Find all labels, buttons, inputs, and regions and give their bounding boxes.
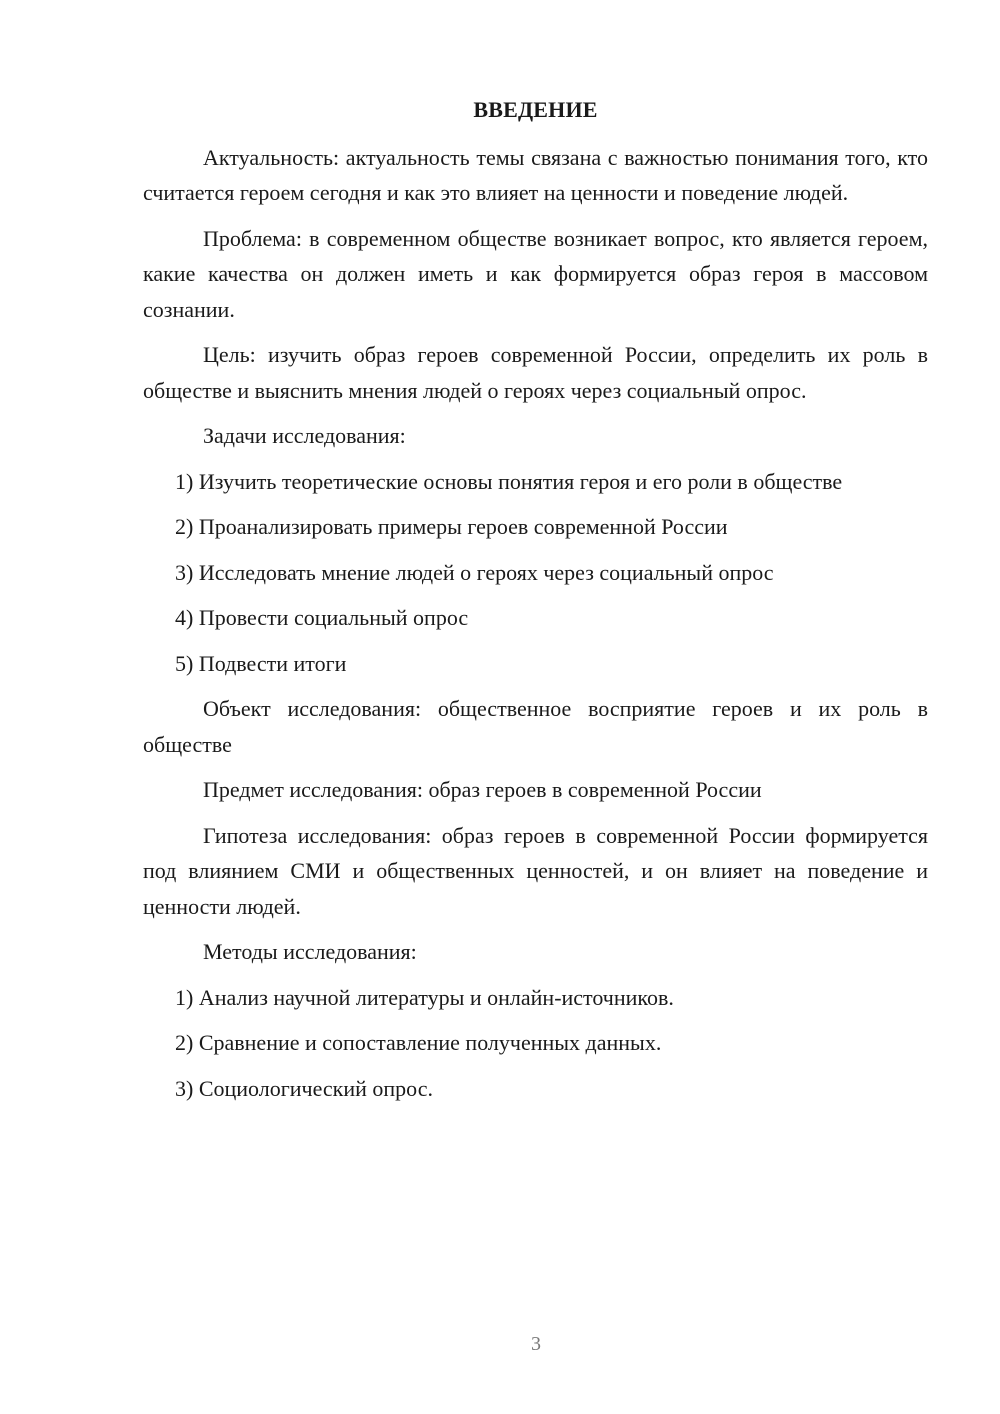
methods-title: Методы исследования: xyxy=(203,939,417,964)
relevance-paragraph: Актуальность: актуальность темы связана с важностью понимания того, кто считается героем сегодня и как это влияет на ценности и поведение людей. xyxy=(143,144,928,205)
list-item: 1) Анализ научной литературы и онлайн-источников. xyxy=(175,984,674,1010)
tasks-list xyxy=(143,464,928,682)
list-item: 2) Сравнение и сопоставление полученных данных. xyxy=(175,1030,662,1055)
goal-paragraph: Цель: изучить образ героев современной России, определить их роль в обществе и выяснить мнения людей о героях через социальный опрос. xyxy=(143,342,928,403)
hypothesis-paragraph: Гипотеза исследования: образ героев в современной России формируется под влиянием СМИ и общественных ценностей, и он влияет на поведение и ценности людей. xyxy=(143,822,928,919)
object-paragraph: Объект исследования: общественное восприятие героев и их роль в обществе xyxy=(143,696,928,757)
page-number: 3 xyxy=(531,1333,541,1355)
tasks-title: Задачи исследования: xyxy=(203,423,406,448)
subject-paragraph: Предмет исследования: образ героев в современной России xyxy=(203,777,762,802)
list-item: 3) Исследовать мнение людей о героях через социальный опрос xyxy=(175,559,774,585)
problem-paragraph: Проблема: в современном обществе возникает вопрос, кто является героем, какие качества он должен иметь и как формируется образ героя в массовом сознании. xyxy=(143,225,928,322)
list-item: 5) Подвести итоги xyxy=(175,650,347,676)
list-item: 2) Проанализировать примеры героев современной России xyxy=(175,514,728,539)
list-item: 4) Провести социальный опрос xyxy=(175,605,469,630)
section-heading: ВВЕДЕНИЕ xyxy=(473,97,598,122)
list-item: 1) Изучить теоретические основы понятия героя и его роли в обществе xyxy=(175,468,843,494)
methods-list xyxy=(143,980,928,1107)
page-content xyxy=(143,92,928,1116)
list-item: 3) Социологический опрос. xyxy=(175,1075,433,1101)
